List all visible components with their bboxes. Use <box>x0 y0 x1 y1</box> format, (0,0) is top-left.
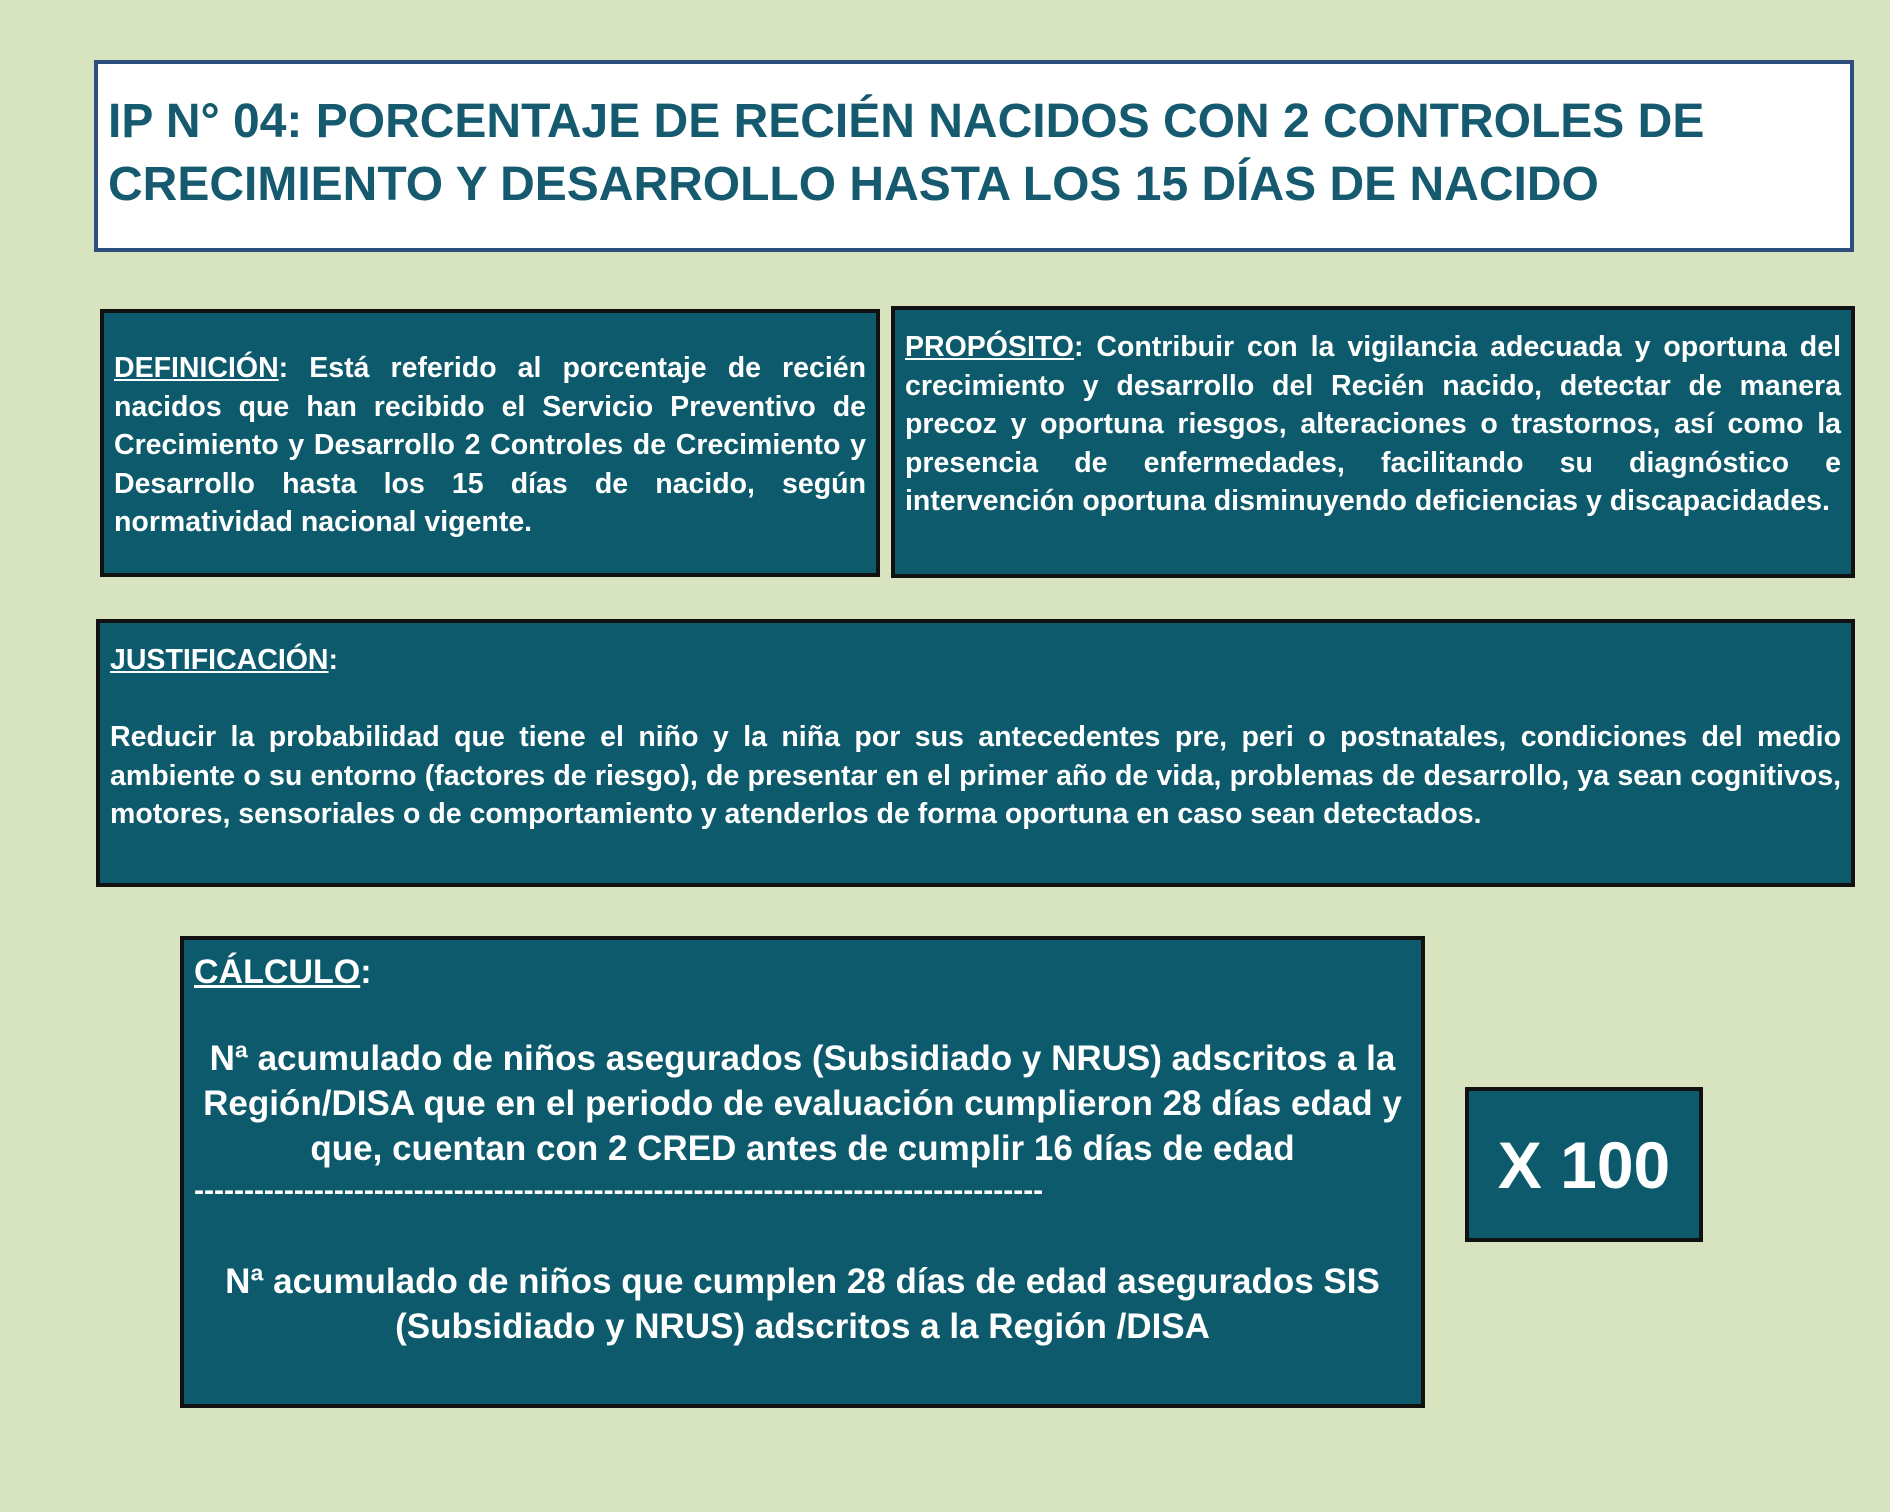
definicion-label: DEFINICIÓN <box>114 352 279 384</box>
page-title: IP N° 04: PORCENTAJE DE RECIÉN NACIDOS CON 2 CONTROLES DE CRECIMIENTO Y DESARROLLO HASTA LOS 15 DÍAS DE NACIDO <box>108 95 1705 211</box>
proposito-text: : Contribuir con la vigilancia adecuada y oportuna del crecimiento y desarrollo del Recién nacido, detectar de manera precoz y oportuna riesgos, alteraciones o trastornos, así como la presencia de enfermedades, facilitando su diagnóstico e intervención oportuna disminuyendo deficiencias y discapacidades. <box>905 331 1841 517</box>
justificacion-colon: : <box>328 644 339 676</box>
justificacion-label: JUSTIFICACIÓN <box>110 644 329 676</box>
multiplier-text: X 100 <box>1497 1127 1671 1202</box>
definicion-text: : Está referido al porcentaje de recién nacidos que han recibido el Servicio Preventivo de Crecimiento y Desarrollo 2 Controles de Crecimiento y Desarrollo hasta los 15 días de nacido, según normatividad nacional vigente. <box>114 352 866 538</box>
definicion-panel <box>100 309 880 577</box>
proposito-label: PROPÓSITO <box>905 331 1074 363</box>
justificacion-heading <box>110 641 1841 680</box>
multiplier-box <box>1465 1087 1703 1242</box>
justificacion-panel <box>96 619 1855 887</box>
justificacion-text: Reducir la probabilidad que tiene el niño y la niña por sus antecedentes pre, peri o postnatales, condiciones del medio ambiente o su entorno (factores de riesgo), de presentar en el primer año de vida, problemas de desarrollo, ya sean cognitivos, motores, sensoriales o de comportamiento y atenderlos de forma oportuna en caso sean detectados. <box>110 721 1841 830</box>
calculo-colon: : <box>360 953 372 991</box>
fraction-divider: ------------------------------------------------------------------------------------- <box>194 1174 1044 1207</box>
calculo-numerator: Nª acumulado de niños asegurados (Subsidiado y NRUS) adscritos a la Región/DISA que en el periodo de evaluación cumplieron 28 días edad y que, cuentan con 2 CRED antes de cumplir 16 días de edad <box>203 1039 1402 1168</box>
title-box <box>94 60 1854 252</box>
calculo-label: CÁLCULO <box>194 953 361 991</box>
calculo-denominator: Nª acumulado de niños que cumplen 28 días de edad asegurados SIS (Subsidiado y NRUS) adscritos a la Región /DISA <box>225 1262 1380 1346</box>
calculo-heading <box>194 950 1411 994</box>
calculo-panel <box>180 936 1425 1408</box>
proposito-panel <box>891 306 1855 578</box>
